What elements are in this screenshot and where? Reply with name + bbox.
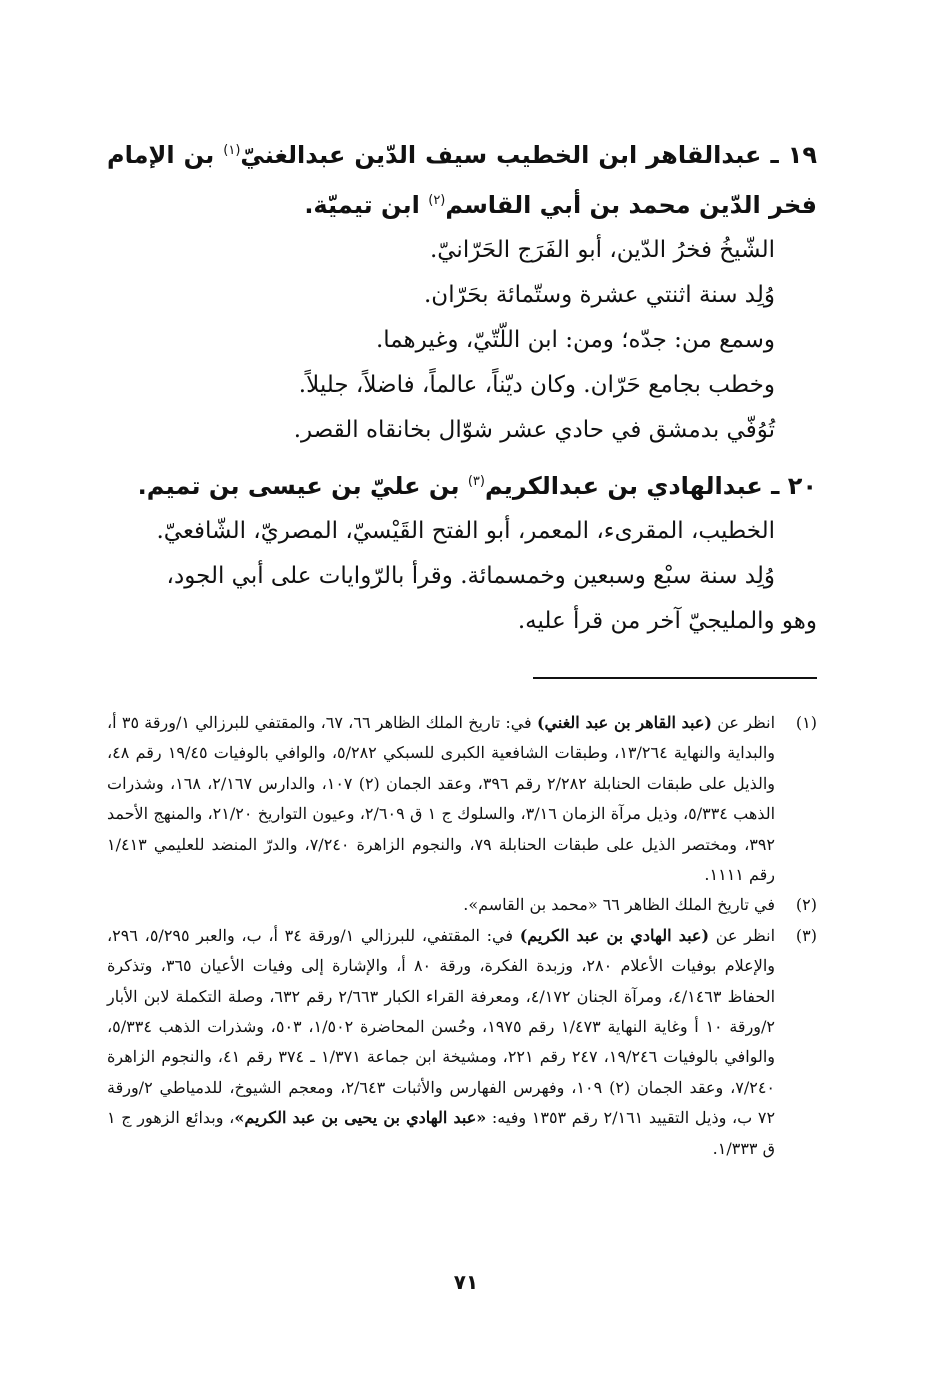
footnote-number: (٢) bbox=[795, 895, 817, 915]
footnote-text: في تاريخ الملك الظاهر ٦٦ «محمد بن القاسم». bbox=[463, 895, 775, 915]
page-number: ٧١ bbox=[453, 1270, 479, 1294]
entry-19-line: وسمع من: جدّه؛ ومن: ابن اللّتّيّ، وغيرهما. bbox=[375, 327, 775, 353]
footnote-number: (١) bbox=[795, 713, 817, 732]
entry-20-heading-part: بن عليّ بن عيسى بن تميم. bbox=[137, 472, 468, 500]
entry-19-line: وُلِد سنة اثنتي عشرة وستّمائة بحَرّان. bbox=[424, 282, 775, 308]
footnote-prefix: انظر عن bbox=[711, 713, 776, 732]
footnote-text bbox=[107, 708, 775, 890]
entry-19-line: وخطب بجامع حَرّان. وكان ديّناً، عالماً، فاضلاً، جليلاً. bbox=[298, 372, 775, 398]
footnote-body: في: تاريخ الملك الظاهر ٦٦، ٦٧، والمقتفي للبرزالي ١/ورقة ٣٥ أ، والبداية والنهاية ١٣/٢٦٤، وطبقات الشافعية الكبرى للسبكي ٥/٢٨٢، والوافي بالوفيات ١٩/٤٥ رقم ٤٨، والذيل على طبقات الحنابلة ٢/٢٨٢ رقم ٣٩٦، وعقد الجمان (٢) ١٠٧، والدارس ٢/١٦٧، ١٦٨، وشذرات الذهب ٥/٣٣٤، وذيل مرآة الزمان ٣/١٦، والسلوك ج ١ ق ٢/٦٠٩، وعيون التواريخ ٢١/٢٠، والمنهج الأحمد ٣٩٢، ومختصر الذيل على طبقات الحنابلة ٧٩، والنجوم الزاهرة ٧/٢٤٠، والدرّ المنضد للعليمي ١/٤١٣ رقم ١١١١. bbox=[107, 713, 776, 885]
entry-20-line: وُلِد سنة سبْع وسبعين وخمسمائة. وقرأ بالرّوايات على أبي الجود، bbox=[166, 563, 775, 589]
entry-19-line: تُوُفّي بدمشق في حادي عشر شوّال بخانقاه القصر. bbox=[293, 417, 775, 443]
footnote-subject: (عبد الهادي بن عبد الكريم) bbox=[519, 925, 710, 945]
footnotes bbox=[107, 708, 817, 1164]
entry-19-line: الشّيخُ فخرُ الدّين، أبو الفَرَج الحَرّانيّ. bbox=[429, 237, 775, 263]
footnote-prefix: انظر عن bbox=[709, 925, 776, 945]
footnote-ref-1[interactable]: (١) bbox=[223, 143, 241, 158]
footnote-divider bbox=[533, 677, 817, 679]
entry-20-line: الخطيب، المقرىء، المعمر، أبو الفتح القَيْسيّ، المصريّ، الشّافعيّ. bbox=[156, 518, 775, 544]
entry-19-heading-part: ابن تيميّة. bbox=[304, 191, 429, 219]
entry-19-heading-part: بن الإمام فخر الدّين محمد بن أبي القاسم bbox=[107, 141, 817, 219]
footnote-2 bbox=[107, 890, 817, 920]
footnote-suffix: ، وبدائع الزهور ج ١ ق ١/٣٣٣. bbox=[107, 1108, 775, 1158]
entry-20-heading bbox=[107, 459, 817, 509]
footnote-3 bbox=[107, 921, 817, 1164]
footnote-ref-2[interactable]: (٢) bbox=[428, 193, 446, 208]
footnote-ref-3[interactable]: (٣) bbox=[467, 474, 485, 489]
footnote-body: في: المقتفي، للبرزالي ١/ورقة ٣٤ أ، ب، والعبر ٥/٢٩٥، ٢٩٦، والإعلام بوفيات الأعلام ٢٨٠، وزبدة الفكرة، ورقة ٨٠ أ، والإشارة إلى وفيات الأعيان ٣٦٥، وتذكرة الحفاظ ٤/١٤٦٣، ومرآة الجنان ٤/١٧٢، ومعرفة القراء الكبار ٢/٦٦٣ رقم ٦٣٢، وصلة التكملة لابن الأبار ٢/ورقة ١٠ أ وغاية النهاية ١/٤٧٣ رقم ١٩٧٥، وحُسن المحاضرة ١/٥٠٢، ٥٠٣، وشذرات الذهب ٥/٣٣٤، والوافي بالوفيات ١٩/٢٤٦، ٢٤٧ رقم ٢٢١، ومشيخة ابن جماعة ١/٣٧١ ـ ٣٧٤ رقم ٤١، والنجوم الزاهرة ٧/٢٤٠، وعقد الجمان (٢) ١٠٩، وفهرس الفهارس والأثبات ٢/٦٤٣، ومعجم الشيوخ، للدمياطي ٢/ورقة ٧٢ ب، وذيل التقييد ٢/١٦١ رقم ١٣٥٣ وفيه: bbox=[107, 925, 776, 1128]
footnote-quote: «عبد الهادي بن يحيى بن عبد الكريم» bbox=[234, 1108, 487, 1128]
entry-19-heading-part: ١٩ ـ عبدالقاهر ابن الخطيب سيف الدّين عبدالغنيّ bbox=[240, 141, 817, 169]
footnote-1 bbox=[107, 708, 817, 890]
entry-19-heading bbox=[107, 128, 817, 228]
footnote-subject: (عبد القاهر بن عبد الغني) bbox=[536, 713, 712, 732]
main-text bbox=[107, 128, 817, 644]
footnote-number: (٣) bbox=[795, 925, 817, 945]
entry-20-line: وهو والمليجيّ آخر من قرأ عليه. bbox=[517, 608, 817, 634]
footnote-text bbox=[107, 921, 775, 1164]
entry-20-heading-part: ٢٠ ـ عبدالهادي بن عبدالكريم bbox=[484, 472, 817, 500]
